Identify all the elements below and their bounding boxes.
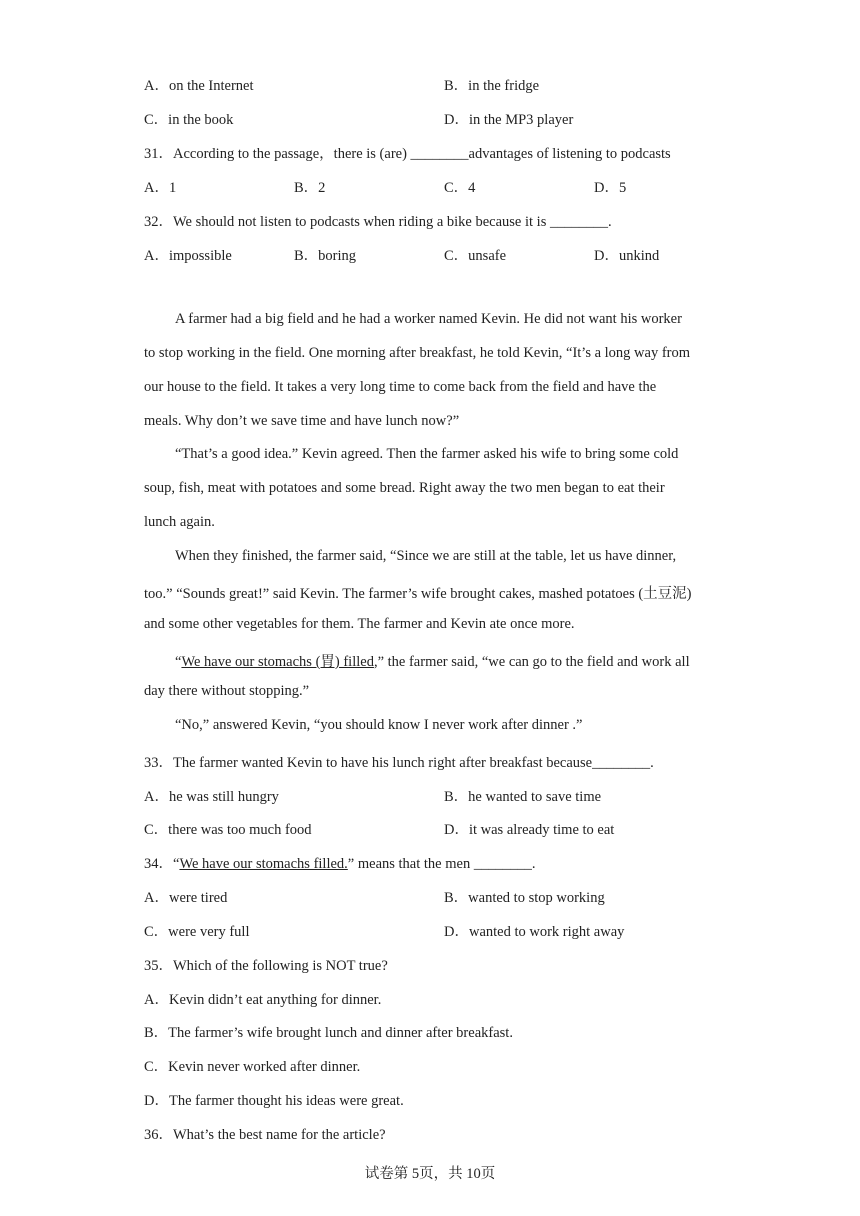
q34-option-c: C．were very full [144, 924, 250, 940]
q30-option-a: A．on the Internet [144, 78, 254, 94]
passage-p1-line1: A farmer had a big field and he had a worker named Kevin. He did not want his worker [175, 311, 682, 327]
q31-option-c: C．4 [444, 180, 476, 196]
passage-p4-rest: ,” the farmer said, “we can go to the field and work all [373, 654, 690, 670]
q31-option-a: A．1 [144, 180, 177, 196]
q33-option-d: D．it was already time to eat [444, 822, 615, 838]
passage-p4-line2: day there without stopping.” [144, 683, 310, 699]
passage-p2-line3: lunch again. [144, 514, 215, 530]
q34-option-a: A．were tired [144, 890, 228, 906]
q34-stem-underlined: We have our stomachs filled. [179, 856, 348, 872]
passage-p3-line3: and some other vegetables for them. The farmer and Kevin ate once more. [144, 616, 575, 632]
q35-option-b: B．The farmer’s wife brought lunch and dinner after breakfast. [144, 1025, 513, 1041]
passage-p4-line1 [175, 650, 690, 671]
q34-stem [144, 852, 535, 873]
q30-option-c: C．in the book [144, 112, 234, 128]
q33-stem: 33．The farmer wanted Kevin to have his lunch right after breakfast because________. [144, 755, 654, 771]
passage-p1-line3: our house to the field. It takes a very long time to come back from the field and have the [144, 379, 657, 395]
q31-option-b: B．2 [294, 180, 326, 196]
q32-option-d: D．unkind [594, 248, 660, 264]
q34-stem-prefix: 34．“ [144, 856, 180, 872]
q30-option-d: D．in the MP3 player [444, 112, 574, 128]
q34-stem-suffix: ” means that the men ________. [347, 856, 536, 872]
page-footer: 试卷第 5页，共 10页 [364, 1166, 496, 1182]
q34-option-b: B．wanted to stop working [444, 890, 605, 906]
q33-option-b: B．he wanted to save time [444, 789, 602, 805]
q32-option-b: B．boring [294, 248, 357, 264]
q32-stem: 32．We should not listen to podcasts when riding a bike because it is ________. [144, 214, 612, 230]
passage-p5-line1: “No,” answered Kevin, “you should know I never work after dinner .” [175, 717, 583, 733]
q32-option-a: A．impossible [144, 248, 232, 264]
q32-option-c: C．unsafe [444, 248, 507, 264]
q30-option-b: B．in the fridge [444, 78, 540, 94]
q35-option-a: A．Kevin didn’t eat anything for dinner. [144, 992, 382, 1008]
passage-p1-line4: meals. Why don’t we save time and have lunch now?” [144, 413, 460, 429]
q33-option-c: C．there was too much food [144, 822, 312, 838]
passage-p2-line1: “That’s a good idea.” Kevin agreed. Then the farmer asked his wife to bring some cold [175, 446, 679, 462]
q35-option-c: C．Kevin never worked after dinner. [144, 1059, 361, 1075]
passage-p1-line2: to stop working in the field. One morning after breakfast, he told Kevin, “It’s a long way from [144, 345, 691, 361]
passage-p4-quote-open: “ [175, 654, 182, 670]
q31-option-d: D．5 [594, 180, 627, 196]
passage-p3-line2: too.” “Sounds great!” said Kevin. The farmer’s wife brought cakes, mashed potatoes (土豆泥) [144, 586, 692, 602]
q34-option-d: D．wanted to work right away [444, 924, 625, 940]
q31-stem: 31．According to the passage，there is (are) ________advantages of listening to podcasts [144, 146, 671, 162]
q35-option-d: D．The farmer thought his ideas were great. [144, 1093, 404, 1109]
passage-p3-line1: When they finished, the farmer said, “Since we are still at the table, let us have dinner, [175, 548, 677, 564]
q33-option-a: A．he was still hungry [144, 789, 279, 805]
q35-stem: 35．Which of the following is NOT true? [144, 958, 388, 974]
q36-stem: 36．What’s the best name for the article? [144, 1127, 386, 1143]
passage-p2-line2: soup, fish, meat with potatoes and some bread. Right away the two men began to eat their [144, 480, 665, 496]
passage-p4-underlined: We have our stomachs (胃) filled [181, 654, 374, 670]
